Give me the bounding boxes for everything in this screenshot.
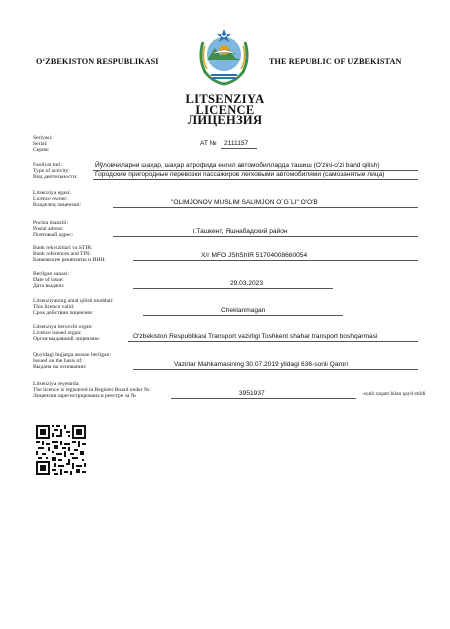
header-right: THE REPUBLIC OF UZBEKISTAN xyxy=(269,57,402,66)
title-line-ru: ЛИЦЕНЗИЯ xyxy=(187,113,263,127)
date-row xyxy=(33,271,418,295)
serial-labels: Seriyasi: Serial: Серия: xyxy=(33,135,53,153)
issuer-labels: Litsenziya beruvchi organ: Licence issued organ: Орган выдавший лицензию: xyxy=(33,324,101,342)
owner-row xyxy=(33,190,418,214)
register-row xyxy=(33,381,426,405)
address-row xyxy=(33,220,418,244)
register-note: -sonli raqam bilan qayd etildi xyxy=(362,391,426,397)
bank-value: Х/г MFO JShShIR 51704008660054 xyxy=(201,252,308,259)
issuer-value: O'zbekiston Respublikasi Transport vazirligi Toshkent shahar transport boshqarmasi xyxy=(133,333,378,340)
bank-row xyxy=(33,245,418,269)
validity-row xyxy=(33,298,418,322)
activity-value-line2: Городские пригородные перевозки пассажиров легковыми автомобилями (самозанятые лица) xyxy=(95,171,385,178)
qr-code-icon xyxy=(36,425,86,475)
bank-labels: Bank rekvizitlari va STIR: Bank references and TIN: Банковские реквизиты и ИНН: xyxy=(33,245,107,263)
serial-prefix: AT № xyxy=(200,140,217,147)
register-value: 3951937 xyxy=(239,390,265,397)
basis-labels: Quyidagi hujjatga asosan berilgan: Issued on the basis of: Выдана на основании: xyxy=(33,352,111,370)
licence-title xyxy=(0,94,450,126)
state-emblem-icon xyxy=(195,24,253,86)
address-labels: Pochta manzili: Postal adress: Почтовый адрес: xyxy=(33,220,74,238)
header-left: O‘ZBEKISTON RESPUBLIKASI xyxy=(36,57,159,66)
address-value: г.Ташкент, Яшнабадский район xyxy=(193,228,288,235)
date-value: 29.03.2023 xyxy=(230,280,264,287)
serial-value: 2111157 xyxy=(224,140,249,147)
register-labels: Litsenziya reyestrda: The licence is registered in Register Board under №: Лицензия зарегистрирована в реестре за № xyxy=(33,381,151,399)
basis-row xyxy=(33,352,418,376)
activity-value-line1: Йўловчиларни шаҳар, шаҳар атрофида енгил автомобилларда ташиш (O'zini-o'zi band qilish) xyxy=(95,162,380,169)
basis-value: Vazirlar Mahkamasining 30.07.2019 yildagi 636-sonli Qarori xyxy=(174,361,348,368)
activity-row xyxy=(33,162,418,186)
activity-labels: Faoliyat turi: Type of activity: Вид деятельности: xyxy=(33,162,78,180)
validity-labels: Litsenziyaning amal qilish muddati: This licence valid: Срок действия лицензии: xyxy=(33,298,114,316)
owner-value: "OLIMJONOV MUSLIM SALIMJON O`G`LI" O'O'B xyxy=(171,199,318,206)
date-labels: Berilgan sanasi: Date of issue: Дата выдачи: xyxy=(33,271,69,289)
title-line-uz: LITSENZIYA xyxy=(185,92,265,106)
serial-row xyxy=(33,135,418,159)
owner-labels: Litsenziya egasi: Licence owner: Владелец лицензии: xyxy=(33,190,82,208)
issuer-row xyxy=(33,324,418,348)
validity-value: Cheklanmagan xyxy=(221,307,266,314)
title-line-en: LICENCE xyxy=(195,102,255,117)
